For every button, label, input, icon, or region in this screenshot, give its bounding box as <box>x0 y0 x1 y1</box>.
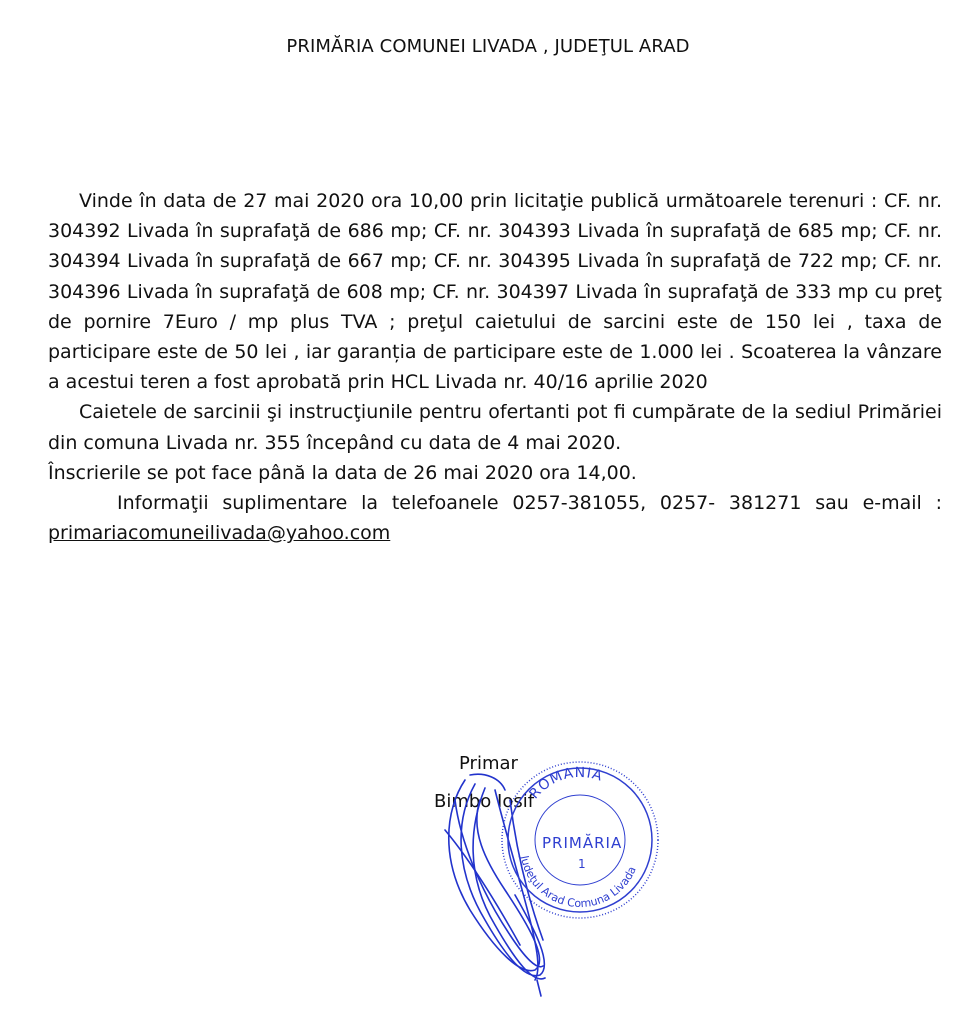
document-title: PRIMĂRIA COMUNEI LIVADA , JUDEŢUL ARAD <box>286 36 690 57</box>
svg-text:1: 1 <box>578 857 586 871</box>
handwritten-signature <box>425 770 575 1000</box>
announcement-paragraph-contact <box>48 488 942 548</box>
mayor-name: Bimbo Iosif <box>434 791 535 812</box>
stamp-seal-graphic <box>490 752 670 927</box>
official-stamp <box>490 752 670 927</box>
announcement-paragraph-documents: Caietele de sarcinii şi instrucţiunile pentru ofertanti pot fi cumpărate de la sediul Primăriei din comuna Livada nr. 355 începând cu data de 4 mai 2020. <box>48 401 942 454</box>
svg-text:ROMANIA: ROMANIA <box>526 764 605 803</box>
announcement-paragraph-sale: Vinde în data de 27 mai 2020 ora 10,00 prin licitaţie publică următoarele terenuri : CF. nr. 304392 Livada în suprafaţă de 686 mp; CF. nr. 304393 Livada în suprafaţă de 685 mp; CF. nr. 304394 Livada în suprafaţă de 667 mp; CF. nr. 304395 Livada în suprafaţă de 722 mp; CF. nr. 304396 Livada în suprafaţă de 608 mp; CF. nr. 304397 Livada în suprafaţă de 333 mp cu preţ de pornire 7Euro / mp plus TVA ; preţul caietului de sarcini este de 150 lei , taxa de participare este de 50 lei , iar garanția de participare este de 1.000 lei . Scoaterea la vânzare a acestui teren a fost aprobată prin HCL Livada nr. 40/16 aprilie 2020 <box>48 190 942 394</box>
mayor-title: Primar <box>459 753 518 774</box>
email-link[interactable]: primariacomuneilivada@yahoo.com <box>48 522 391 545</box>
announcement-paragraph-registration: Înscrierile se pot face până la data de 26 mai 2020 ora 14,00. <box>48 461 637 484</box>
svg-text:PRIMĂRIA: PRIMĂRIA <box>542 834 623 852</box>
announcement-body <box>48 186 942 548</box>
svg-text:Judeţul Arad Comuna Livada: Judeţul Arad Comuna Livada <box>517 854 639 911</box>
contact-text: Informaţii suplimentare la telefoanele 0257-381055, 0257- 381271 sau e-mail : <box>117 492 942 515</box>
